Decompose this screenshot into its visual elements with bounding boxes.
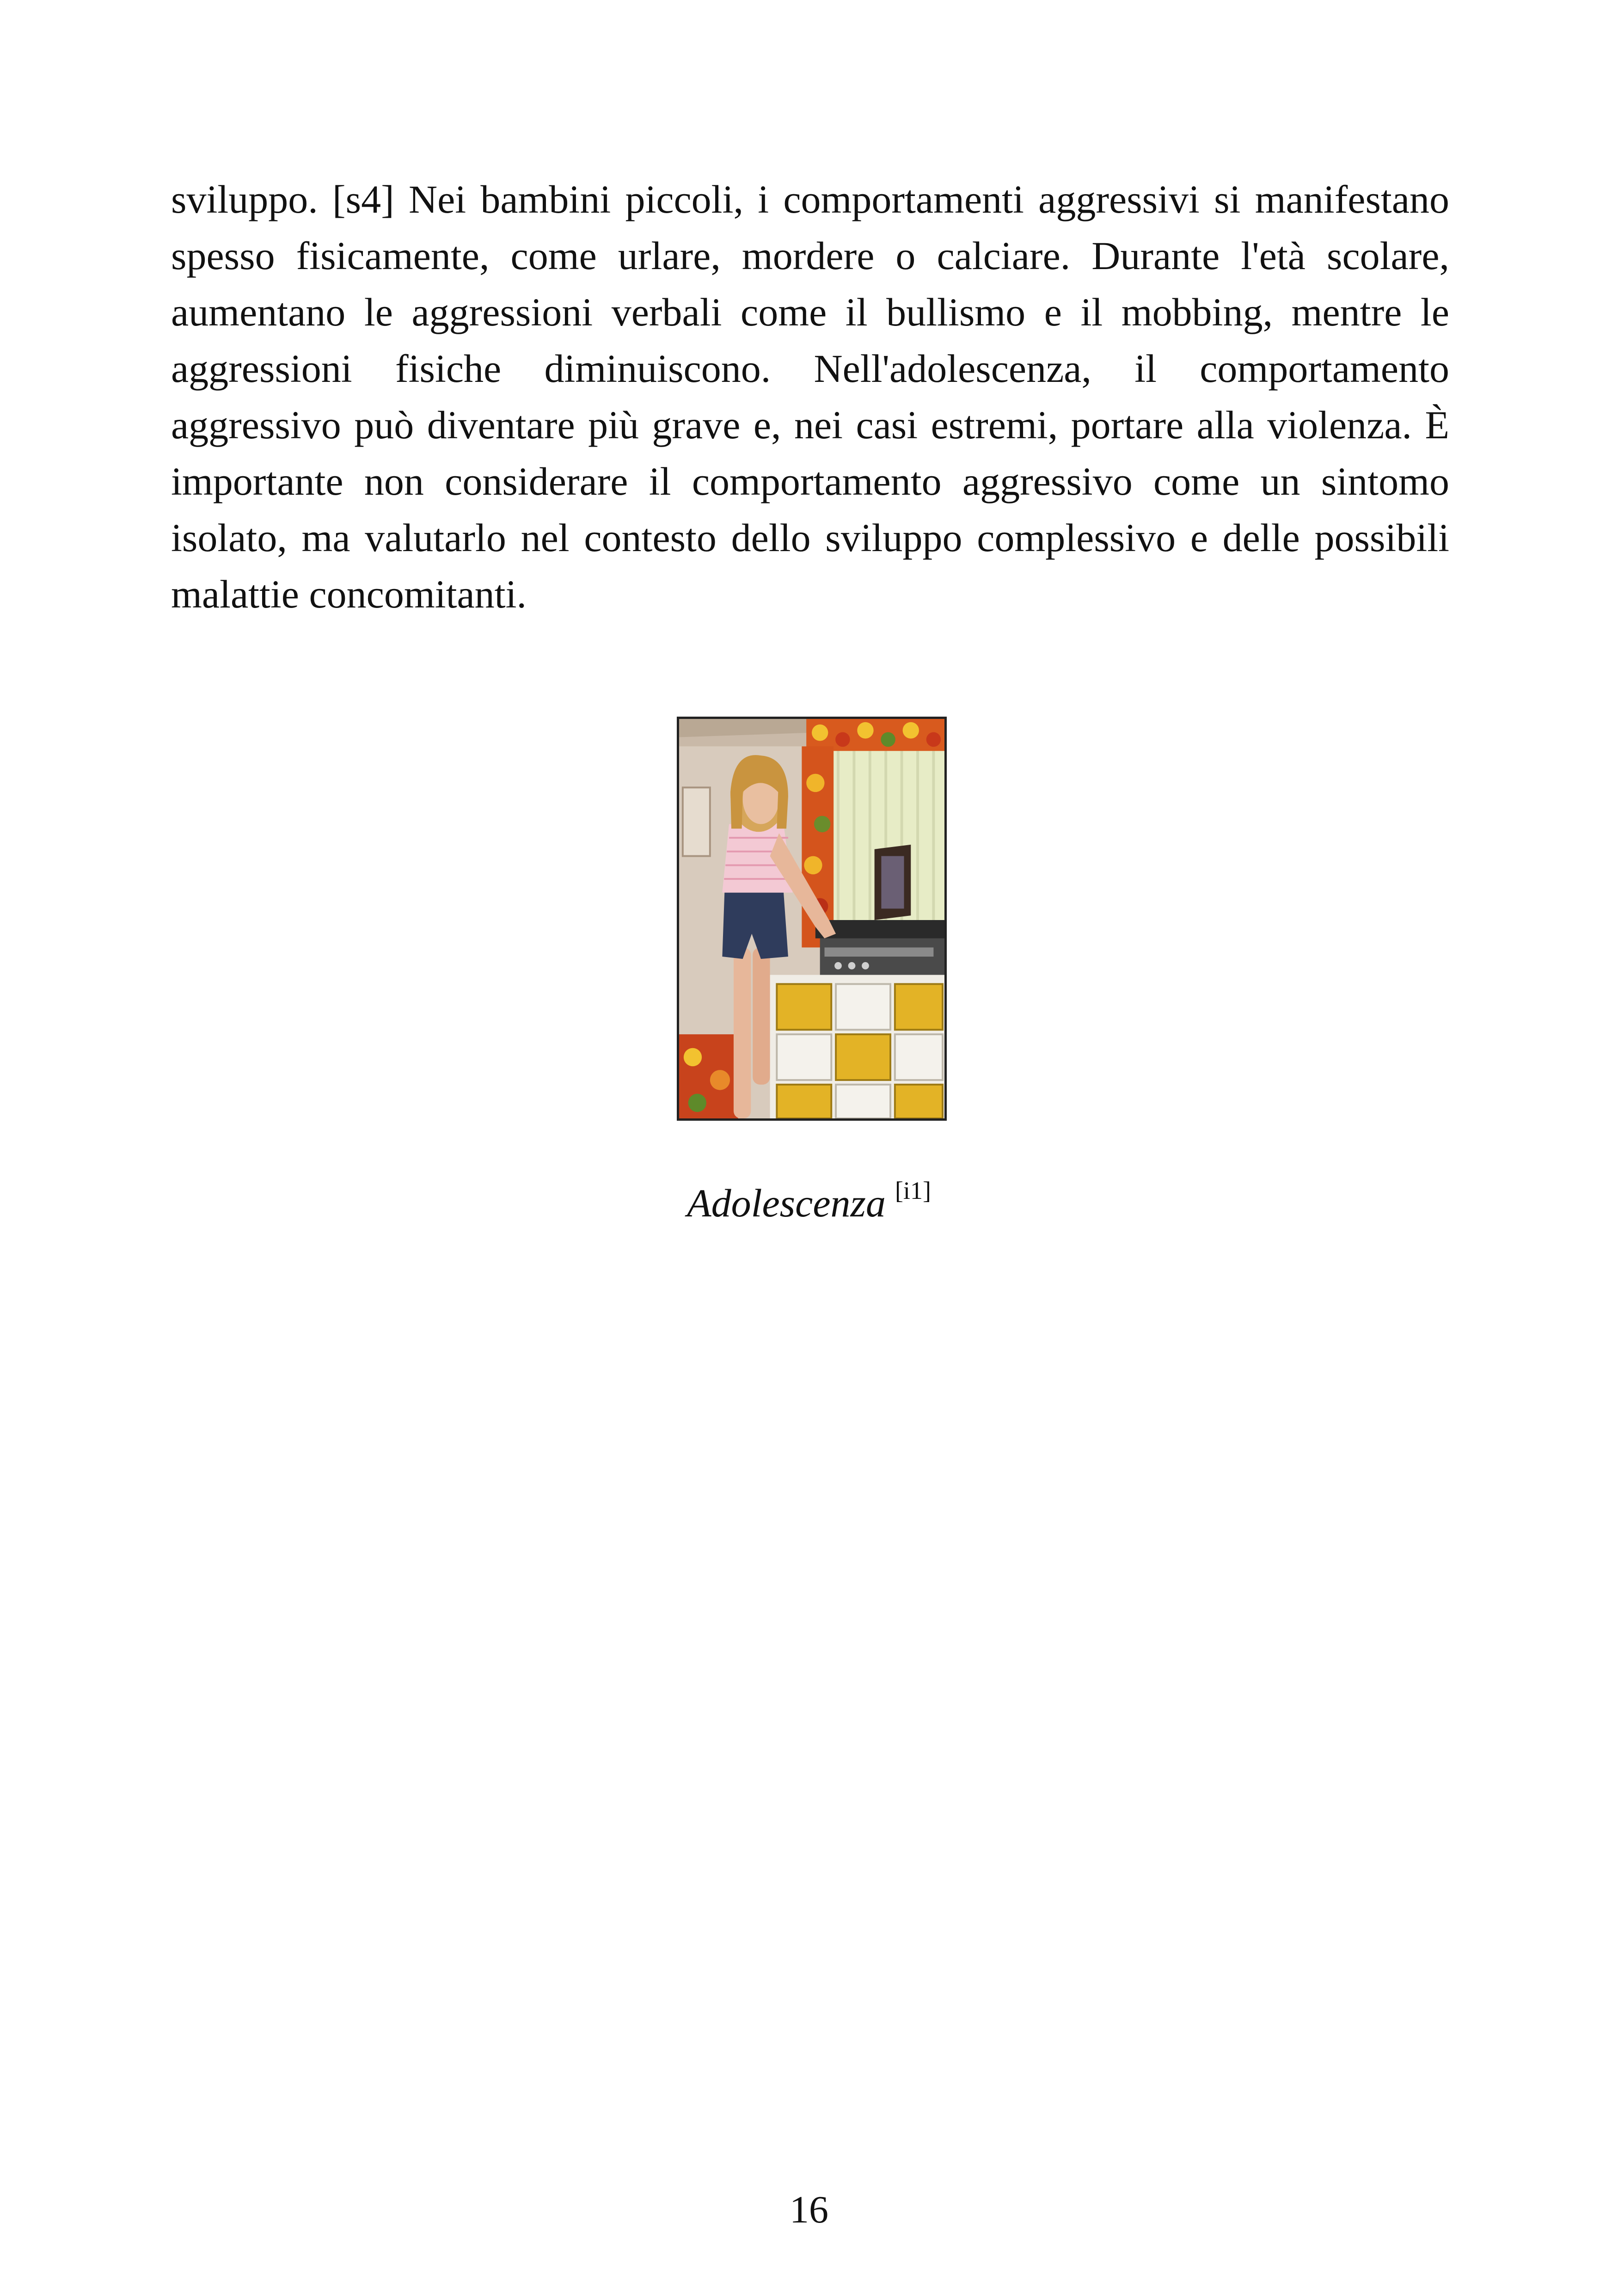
- page-number: 16: [790, 2188, 828, 2231]
- body-paragraph: sviluppo. [s4] Nei bambini piccoli, i comportamenti aggressivi si manifestano spesso fisicamente, come urlare, mordere o calciare. Durante l'età scolare, aumentano le aggressioni verbali come il bullismo e il mobbing, mentre le aggressioni fisiche diminuiscono. Nell'adolescenza, il comportamento aggressivo può diventare più grave e, nei casi estremi, portare alla violenza. È importante non considerare il comportamento aggressivo come un sintomo isolato, ma valutarlo nel contesto dello sviluppo complessivo e delle possibili malattie concomitanti.: [171, 177, 1449, 616]
- caption-text: Adolescenza: [687, 1181, 886, 1225]
- photo-illustration: [679, 719, 944, 1118]
- caption-reference: [i1]: [895, 1177, 931, 1204]
- figure-caption: [0, 1165, 1618, 1228]
- adolescence-photo: [677, 717, 947, 1121]
